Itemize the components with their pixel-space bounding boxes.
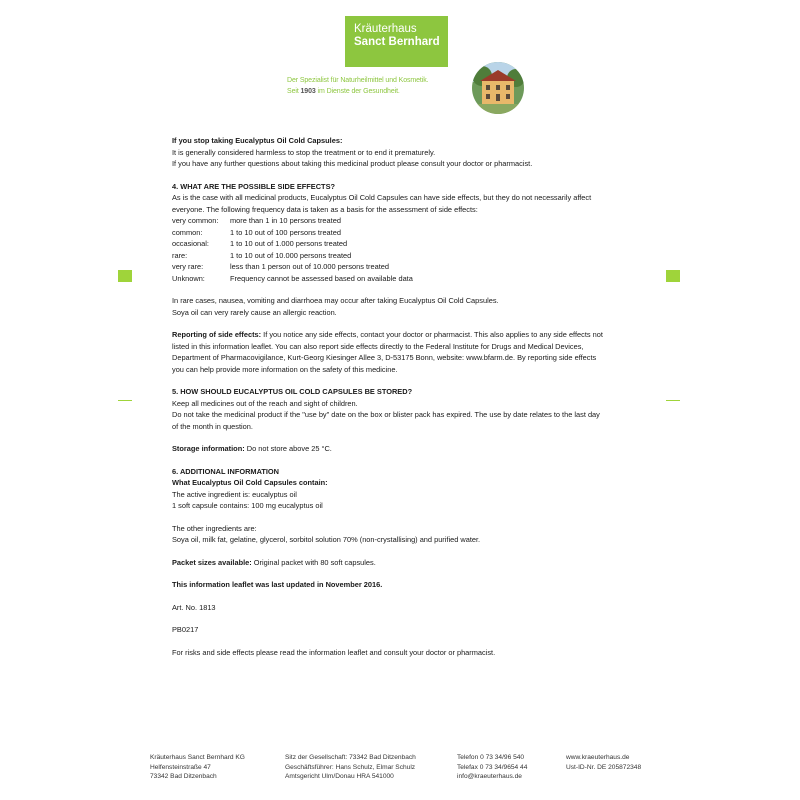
- storage-info: Storage information: Do not store above 25 °C.: [172, 444, 332, 453]
- fold-mark-left: [118, 270, 132, 282]
- last-updated: This information leaflet was last updated in November 2016.: [172, 580, 383, 589]
- company-logo: [345, 16, 448, 67]
- capsule-content: 1 soft capsule contains: 100 mg eucalyptus oil: [172, 501, 323, 510]
- frequency-row: rare: 1 to 10 out of 10.000 persons treated: [172, 250, 352, 260]
- frequency-row: occasional: 1 to 10 out of 1.000 persons treated: [172, 239, 348, 248]
- rare-line-2: Soya oil can very rarely cause an allergic reaction.: [172, 307, 337, 317]
- footer-company: Kräuterhaus Sanct Bernhard KG Helfensteinstraße 47 73342 Bad Ditzenbach: [150, 754, 245, 780]
- leaflet-body: [172, 135, 664, 658]
- footer-web: www.kraeuterhaus.de Ust-ID-Nr. DE 205872348: [566, 754, 642, 771]
- other-ingredients-list: Soya oil, milk fat, gelatine, glycerol, sorbitol solution 70% (non-crystallising) and purified water.: [172, 535, 481, 544]
- risks-notice: For risks and side effects please read the information leaflet and consult your doctor or pharmacist.: [172, 647, 496, 657]
- storage-heading: 5. HOW SHOULD EUCALYPTUS OIL COLD CAPSULES BE STORED?: [172, 387, 413, 396]
- contents-subheading: What Eucalyptus Oil Cold Capsules contain:: [172, 478, 328, 487]
- stop-heading: If you stop taking Eucalyptus Oil Cold Capsules:: [172, 136, 343, 145]
- tagline-line-1: Der Spezialist für Naturheilmittel und Kosmetik.: [287, 77, 429, 84]
- rare-line-1: In rare cases, nausea, vomiting and diarrhoea may occur after taking Eucalyptus Oil Cold Capsules.: [172, 296, 499, 305]
- punch-mark-left: [118, 400, 132, 401]
- active-ingredient: The active ingredient is: eucalyptus oil: [172, 489, 297, 499]
- stop-line-2: If you have any further questions about taking this medicinal product please consult your doctor or pharmacist.: [172, 159, 533, 168]
- building-photo: [472, 62, 524, 114]
- stop-line-1: It is generally considered harmless to stop the treatment or to end it prematurely.: [172, 147, 436, 157]
- side-effects-heading: 4. WHAT ARE THE POSSIBLE SIDE EFFECTS?: [172, 181, 336, 191]
- other-ingredients-label: The other ingredients are:: [172, 523, 257, 533]
- storage-line-1: Keep all medicines out of the reach and sight of children.: [172, 398, 358, 408]
- frequency-row: very rare: less than 1 person out of 10.000 persons treated: [172, 262, 390, 271]
- footer-legal: Sitz der Gesellschaft: 73342 Bad Ditzenbach Geschäftsführer: Hans Schulz, Elmar Schulz Amtsgericht Ulm/Donau HRA 541000: [285, 754, 416, 780]
- reporting-line-1: Reporting of side effects: If you notice any side effects, contact your doctor or pharmacist. This also applies to any side effects not: [172, 330, 603, 339]
- logo-line-2: Sanct Bernhard: [354, 35, 440, 48]
- packet-sizes: Packet sizes available: Original packet with 80 soft capsules.: [172, 557, 376, 567]
- frequency-row: Unknown: Frequency cannot be assessed based on available data: [172, 273, 413, 283]
- article-number: Art. No. 1813: [172, 602, 216, 612]
- additional-heading: 6. ADDITIONAL INFORMATION: [172, 466, 280, 476]
- punch-mark-right: [666, 400, 680, 401]
- storage-line-2: Do not take the medicinal product if the "use by" date on the box or blister pack has expired. The use by date relates to the last day: [172, 410, 600, 419]
- reporting-line-4: you can help provide more information on the safety of this medicine.: [172, 364, 398, 374]
- frequency-row: very common: more than 1 in 10 persons treated: [172, 216, 341, 225]
- logo-line-1: Kräuterhaus: [354, 23, 417, 35]
- reporting-line-2: listed in this information leaflet. You can also report side effects directly to the Federal Institute for Drugs and Medical Devices,: [172, 341, 584, 351]
- tagline: [287, 75, 477, 97]
- fold-mark-right: [666, 270, 680, 282]
- product-code: PB0217: [172, 625, 199, 634]
- tagline-line-2: Seit 1903 im Dienste der Gesundheit.: [287, 88, 400, 95]
- reporting-line-3: Department of Pharmacovigilance, Kurt-Georg Kiesinger Allee 3, D-53175 Bonn, website: www.bfarm.de. By reporting side effects: [172, 353, 597, 362]
- storage-line-3: of the month in question.: [172, 421, 253, 431]
- frequency-row: common: 1 to 10 out of 100 persons treated: [172, 227, 341, 237]
- side-effects-intro-1: As is the case with all medicinal products, Eucalyptus Oil Cold Capsules can have side effects, but they do not necessarily affect: [172, 193, 592, 202]
- side-effects-intro-2: everyone. The following frequency data is taken as a basis for the assessment of side effects:: [172, 204, 478, 214]
- footer-contact: Telefon 0 73 34/96 540 Telefax 0 73 34/9654 44 info@kraeuterhaus.de: [457, 754, 528, 780]
